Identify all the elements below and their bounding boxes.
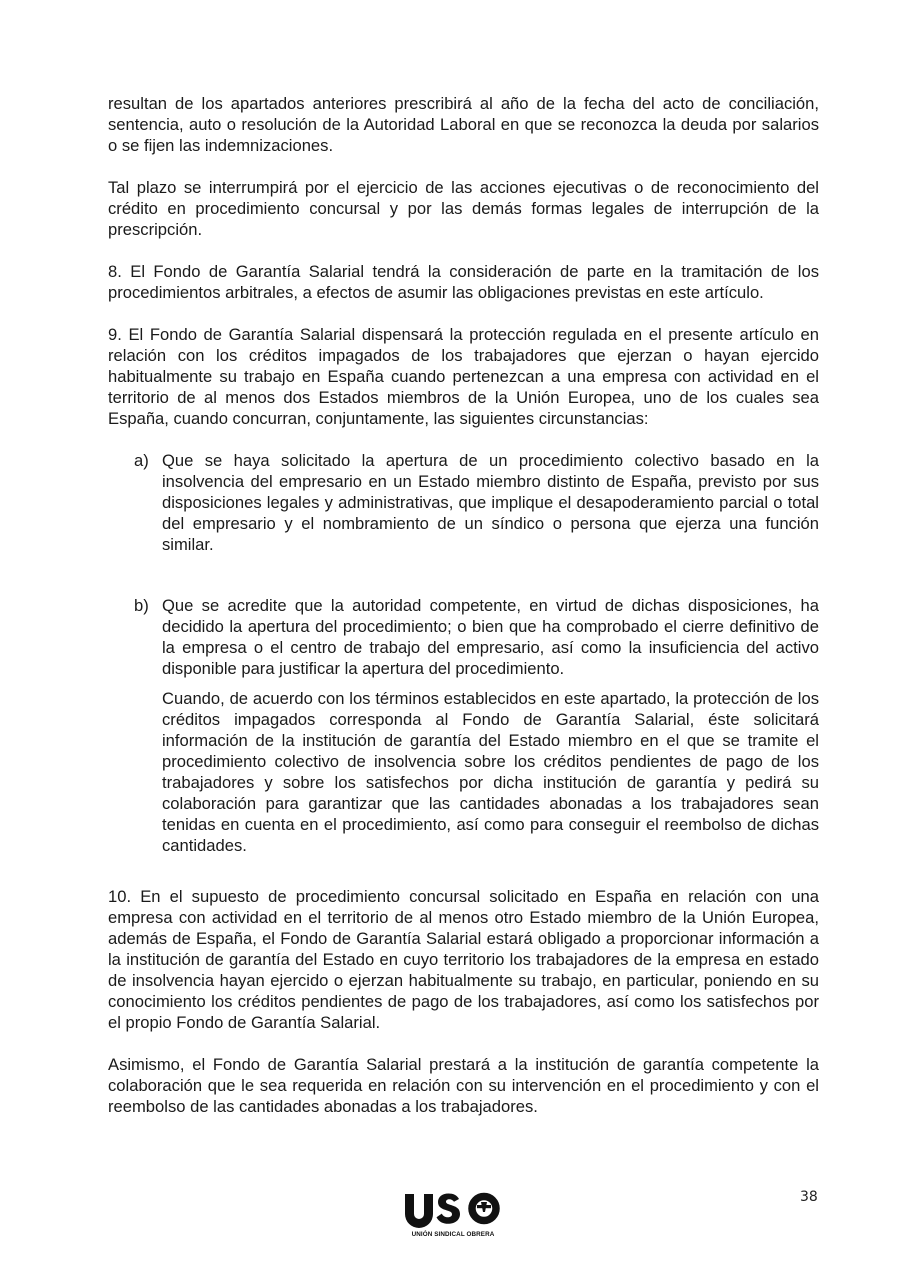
list-marker-a: a) — [134, 451, 149, 470]
page-number: 38 — [800, 1189, 818, 1205]
list-subparagraph-b: Cuando, de acuerdo con los términos establecidos en este apartado, la protección de los créditos impagados corresponda al Fondo de Garantía Salarial, éste solicitará información de la institución de garantía del Estado miembro en el que se tramite el procedimiento colectivo de insolvencia sobre los créditos pendientes de pago de los trabajadores y sobre los satisfechos por dicha institución de garantía y pedirá su colaboración para garantizar que las cantidades abonadas a los trabajadores sean tenidas en cuenta en el procedimiento, así como para conseguir el reembolso de dichas cantidades. — [162, 689, 819, 855]
list-text-a: Que se haya solicitado la apertura de un procedimiento colectivo basado en la insolvencia del empresario en un Estado miembro distinto de España, previsto por sus disposiciones legales y administrativas, que implique el desapoderamiento parcial o total del empresario y el nombramiento de un síndico o persona que ejerza una función similar. — [162, 451, 819, 554]
paragraph-point-8: 8. El Fondo de Garantía Salarial tendrá la consideración de parte en la tramitación de los procedimientos arbitrales, a efectos de asumir las obligaciones previstas en este artículo. — [108, 262, 819, 302]
list-body-b — [162, 595, 819, 856]
paragraph-collaboration: Asimismo, el Fondo de Garantía Salarial prestará a la institución de garantía competente la colaboración que le sea requerida en relación con su intervención en el procedimiento y con el reembolso de las cantidades abonadas a los trabajadores. — [108, 1055, 819, 1116]
paragraph-interruption: Tal plazo se interrumpirá por el ejercicio de las acciones ejecutivas o de reconocimiento del crédito en procedimiento concursal y por las demás formas legales de interrupción de la prescripción. — [108, 178, 819, 239]
list-body-a — [162, 450, 819, 555]
paragraph-prescription: resultan de los apartados anteriores prescribirá al año de la fecha del acto de conciliación, sentencia, auto o resolución de la Autoridad Laboral en que se reconozca la deuda por salarios o se fijen las indemnizaciones. — [108, 94, 819, 155]
logo-caption: UNIÓN SINDICAL OBRERA — [411, 1231, 495, 1238]
paragraph-point-9: 9. El Fondo de Garantía Salarial dispensará la protección regulada en el presente artículo en relación con los créditos impagados de los trabajadores que ejerzan o hayan ejercido habitualmente su trabajo en España cuando pertenezcan a una empresa con actividad en el territorio de al menos dos Estados miembros de la Unión Europea, uno de los cuales sea España, cuando concurran, conjuntamente, las siguientes circunstancias: — [108, 325, 819, 428]
page-body — [108, 93, 819, 1138]
list-text-b: Que se acredite que la autoridad competente, en virtud de dichas disposiciones, ha decidido la apertura del procedimiento; o bien que ha comprobado el cierre definitivo de la empresa o el centro de trabajo del empresario, así como la insuficiencia del activo disponible para justificar la apertura del procedimiento. — [162, 596, 819, 678]
paragraph-point-10: 10. En el supuesto de procedimiento concursal solicitado en España en relación con una empresa con actividad en el territorio de al menos otro Estado miembro de la Unión Europea, además de España, el Fondo de Garantía Salarial estará obligado a proporcionar información a la institución de garantía del Estado en cuyo territorio los trabajadores de la empresa en estado de insolvencia hayan ejercido o ejerzan habitualmente su trabajo, en particular, poniendo en su conocimiento los créditos pendientes de pago de los trabajadores, así como los satisfechos por el propio Fondo de Garantía Salarial. — [108, 887, 819, 1032]
list-marker-b: b) — [134, 596, 149, 615]
list-item-a — [134, 450, 819, 555]
list-item-b — [134, 595, 819, 856]
